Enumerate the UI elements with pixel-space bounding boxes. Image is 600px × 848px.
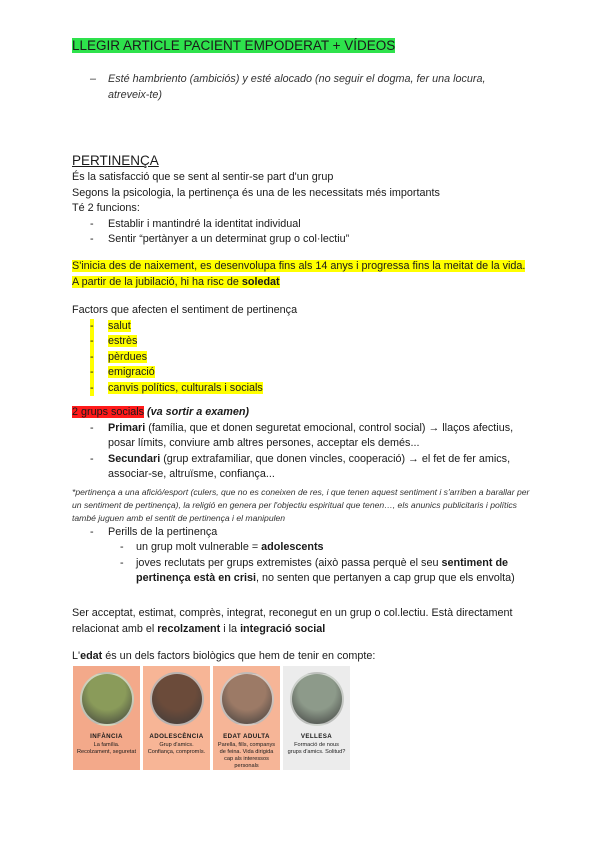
functions-intro: Té 2 funcions: bbox=[72, 202, 140, 214]
photo-icon bbox=[150, 672, 204, 726]
acceptat-paragraph: Ser acceptat, estimat, comprès, integrat, reconegut en un grup o col.lectiu. Està directament relacionat amb el recolzament i la integració social bbox=[72, 607, 513, 635]
list-item: - canvis polítics, culturals i socials bbox=[72, 381, 532, 397]
stage-card-vellesa bbox=[283, 666, 350, 770]
stage-card-adolescencia bbox=[143, 666, 210, 770]
page-title: LLEGIR ARTICLE PACIENT EMPODERAT + VÍDEOS bbox=[72, 38, 396, 53]
stage-label: VELLESA bbox=[300, 733, 333, 740]
edat-line: L'edat és un dels factors biològics que hem de tenir en compte: bbox=[72, 650, 376, 662]
pertinenca-heading: PERTINENÇA bbox=[72, 153, 159, 168]
stage-card-infancia bbox=[73, 666, 140, 770]
photo-icon bbox=[80, 672, 134, 726]
inicia-paragraph: S'inicia des de naixement, es desenvolupa fins als 14 anys i progressa fins la meitat de la vida. A partir de la jubilació, hi ha risc de soledat bbox=[72, 260, 526, 288]
list-item: - un grup molt vulnerable = adolescents bbox=[120, 541, 324, 553]
list-item: - emigració bbox=[72, 365, 532, 381]
definition-line: És la satisfacció que se sent al sentir-se part d'un grup bbox=[72, 171, 334, 183]
list-item: - estrès bbox=[72, 334, 532, 350]
stage-label: INFÀNCIA bbox=[90, 733, 123, 740]
factors-section bbox=[72, 303, 532, 396]
list-item: - pèrdues bbox=[72, 350, 532, 366]
psychology-line: Segons la psicologia, la pertinença és una de les necessitats més importants bbox=[72, 186, 440, 199]
stage-label: ADOLESCÈNCIA bbox=[149, 733, 204, 740]
photo-icon bbox=[220, 672, 274, 726]
list-item: - Establir i mantindré la identitat individual bbox=[90, 217, 301, 230]
stage-card-edat-adulta bbox=[213, 666, 280, 770]
footnote: *pertinença a una afició/esport (culers, que no es coneixen de res, i que tenen aquest sentiment i s'arriben a barallar per un sentiment de pertinença), la religió en genera per l'objectiu espiritual que tenen…, els anunics publicitaris i polítics també juguen amb el sentit de pertinença i el manipulen bbox=[72, 486, 530, 523]
quote-item: – Esté hambriento (ambiciós) y esté alocado (no seguir el dogma, fer una locura, atreveix-te) bbox=[90, 73, 486, 101]
stage-desc: La família. Recolzament, seguretat bbox=[76, 742, 137, 755]
stage-desc: Formació de nous grups d'amics. Solitud? bbox=[287, 742, 346, 755]
photo-icon bbox=[290, 672, 344, 726]
pertinenca-section bbox=[72, 152, 532, 248]
list-item: - salut bbox=[72, 319, 532, 335]
list-item: - joves reclutats per grups extremistes (això passa perquè el seu sentiment de pertinença està en crisi, no senten que pertanyen a cap grup que els envolta) bbox=[120, 556, 515, 584]
factors-heading: Factors que afecten el sentiment de pertinença bbox=[72, 304, 298, 316]
stage-desc: Parella, fills, companys de feina. Vida dirigida cap als interessos personals bbox=[217, 742, 276, 769]
list-item: - Sentir “pertànyer a un determinat grup o col·lectiu” bbox=[90, 233, 350, 245]
stage-label: EDAT ADULTA bbox=[223, 733, 270, 740]
list-item: - Perills de la pertinença bbox=[90, 525, 218, 538]
grups-section bbox=[72, 405, 532, 587]
grups-heading: 2 grups socials (va sortir a examen) bbox=[72, 406, 250, 418]
list-item: - Primari (família, que et donen seguretat emocional, control social) → llaços afectius, posar límits, conviure amb altres persones, acceptar els demés... bbox=[90, 421, 514, 449]
life-stages-image bbox=[73, 666, 350, 770]
list-item: - Secundari (grup extrafamiliar, que donen vincles, cooperació) → el fet de fer amics, associar-se, altruïsme, confiança... bbox=[90, 452, 511, 480]
stage-desc: Grup d'amics. Confiança, compromís. bbox=[147, 742, 206, 755]
